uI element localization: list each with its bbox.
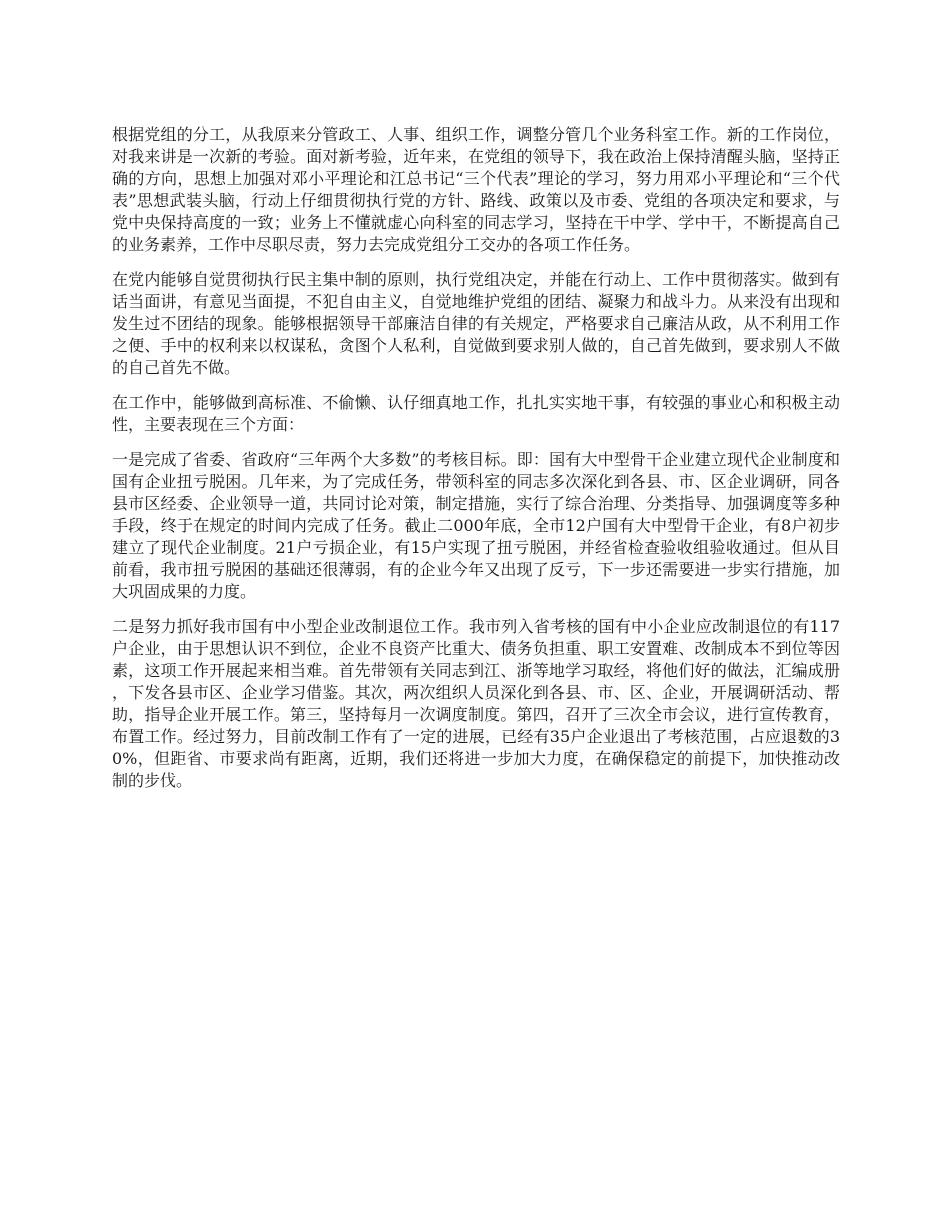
paragraph-democratic-centralism: 在党内能够自觉贯彻执行民主集中制的原则，执行党组决定，并能在行动上、工作中贯彻落实。做到有话当面讲，有意见当面提，不犯自由主义，自觉地维护党组的团结、凝聚力和战斗力。从来没有出现和发生过不团结的现象。能够根据领导干部廉洁自律的有关规定，严格要求自己廉洁从政，从不利用工作之便、手中的权利来以权谋私，贪图个人私利，自觉做到要求别人做的，自己首先做到，要求别人不做的自己首先不做。 [112,270,840,377]
paragraph-second-achievement: 二是努力抓好我市国有中小型企业改制退位工作。我市列入省考核的国有中小企业应改制退位的有117户企业，由于思想认识不到位，企业不良资产比重大、债务负担重、职工安置难、改制成本不到位等因素，这项工作开展起来相当难。首先带领有关同志到江、浙等地学习取经，将他们好的做法，汇编成册，下发各县市区、企业学习借鉴。其次，两次组织人员深化到各县、市、区、企业，开展调研活动、帮助，指导企业开展工作。第三，坚持每月一次调度制度。第四，召开了三次全市会议，进行宣传教育，布置工作。经过努力，目前改制工作有了一定的进展，已经有35户企业退出了考核范围，占应退数的30%，但距省、市要求尚有距离，近期，我们还将进一步加大力度，在确保稳定的前提下，加快推动改制的步伐。 [112,617,840,790]
document-body [112,124,840,805]
paragraph-division-of-work: 根据党组的分工，从我原来分管政工、人事、组织工作，调整分管几个业务科室工作。新的工作岗位，对我来讲是一次新的考验。面对新考验，近年来，在党组的领导下，我在政治上保持清醒头脑，坚持正确的方向，思想上加强对邓小平理论和江总书记“三个代表”理论的学习，努力用邓小平理论和“三个代表”思想武装头脑，行动上仔细贯彻执行党的方针、路线、政策以及市委、党组的各项决定和要求，与党中央保持高度的一致；业务上不懂就虚心向科室的同志学习，坚持在干中学、学中干，不断提高自己的业务素养，工作中尽职尽责，努力去完成党组分工交办的各项工作任务。 [112,125,840,254]
paragraph-work-attitude: 在工作中，能够做到高标准、不偷懒、认仔细真地工作，扎扎实实地干事，有较强的事业心和积极主动性，主要表现在三个方面： [112,393,840,434]
paragraph-first-achievement: 一是完成了省委、省政府“三年两个大多数”的考核目标。即：国有大中型骨干企业建立现代企业制度和国有企业扭亏脱困。几年来，为了完成任务，带领科室的同志多次深化到各县、市、区企业调研，同各县市区经委、企业领导一道，共同讨论对策，制定措施，实行了综合治理、分类指导、加强调度等多种手段，终于在规定的时间内完成了任务。截止二000年底，全市12户国有大中型骨干企业，有8户初步建立了现代企业制度。21户亏损企业，有15户实现了扭亏脱困，并经省检查验收组验收通过。但从目前看，我市扭亏脱困的基础还很薄弱，有的企业今年又出现了反亏，下一步还需要进一步实行措施，加大巩固成果的力度。 [112,450,840,601]
